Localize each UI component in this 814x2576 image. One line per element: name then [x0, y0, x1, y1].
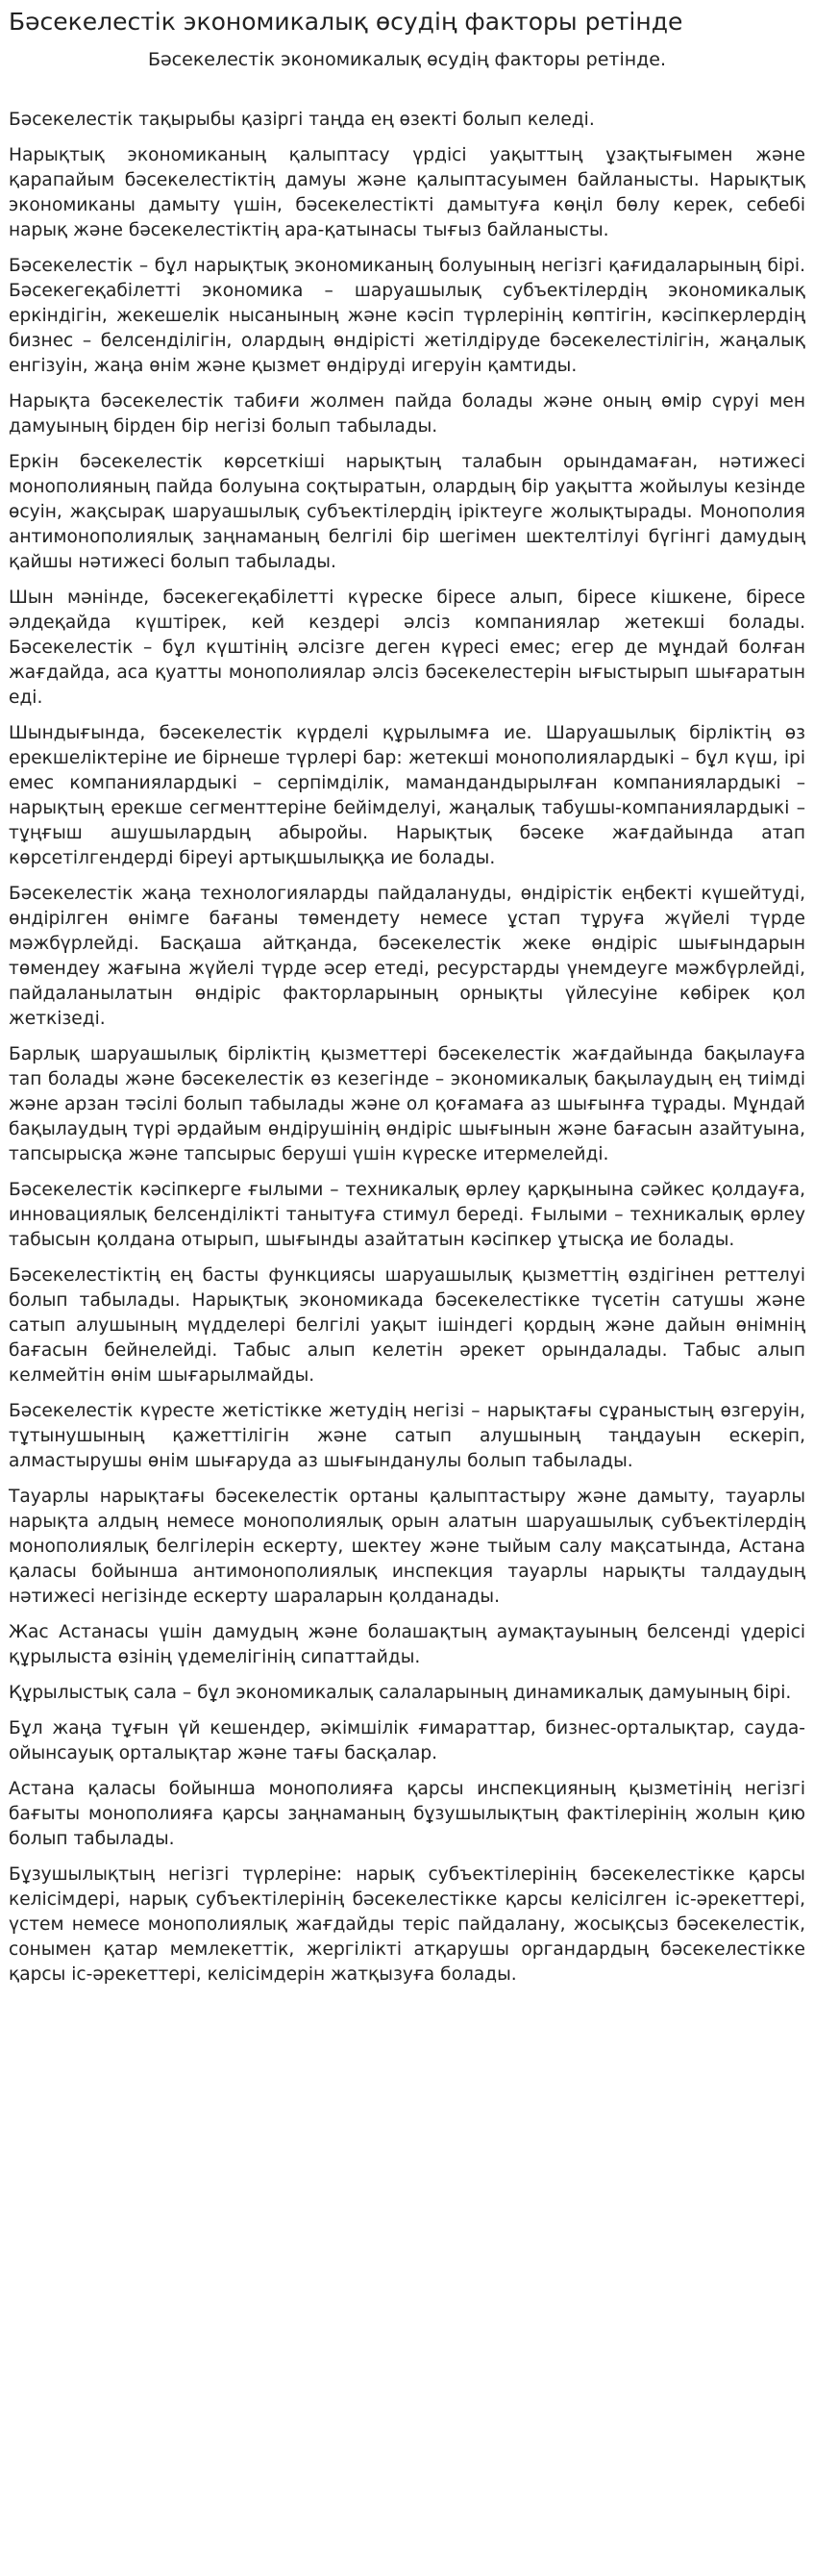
- paragraph: Бұзушылықтың негізгі түрлеріне: нарық субъектілерінің бәсекелестікке қарсы келісімдері, нарық субъектілерінің бәсекелестікке қарсы келісілген іс-әрекеттері, үстем немесе монополиялық жағдайды теріс пайдалану, жосықсыз бәсекелестік, сонымен қатар мемлекеттік, жергілікті атқарушы органдардың бәсекелестікке қарсы іс-әрекеттері, келісімдерін жатқызуға болады.: [9, 1864, 805, 1985]
- paragraph: Бәсекелестік жаңа технологияларды пайдалануды, өндірістік еңбекті күшейтуді, өндірілген өнімге бағаны төмендету немесе ұстап тұруға жүйелі түрде мәжбүрлейді. Басқаша айтқанда, бәсекелестік жеке өндіріс шығындарын төмендеу жағына жүйелі түрде әсер етеді, ресурстарды үнемдеуге мәжбүрлейді, пайдаланылатын өндіріс факторларының орнықты үйлесуіне көбірек қол жеткізеді.: [9, 884, 805, 1029]
- paragraph: Нарықтық экономиканың қалыптасу үрдісі уақыттың ұзақтығымен және қарапайым бәсекелестіктің дамуы және қалыптасуымен байланысты. Нарықтық экономиканы дамыту үшін, бәсекелестікті дамытуға көңіл бөлу керек, себебі нарық және бәсекелестіктің ара-қатынасы тығыз байланысты.: [9, 145, 805, 240]
- document-subtitle: Бәсекелестік экономикалық өсудің факторы ретінде.: [147, 49, 667, 70]
- page-title: Бәсекелестік экономикалық өсудің факторы ретінде: [9, 8, 683, 36]
- paragraph: Астана қаласы бойынша монополияға қарсы инспекцияның қызметінің негізгі бағыты монополияға қарсы заңнаманың бұзушылықтың фактілерінің жолын қию болып табылады.: [9, 1779, 805, 1849]
- paragraph: Шын мәнінде, бәсекегеқабілетті күреске біресе алып, біресе кішкене, біресе әлдеқайда күштірек, кей кездері әлсіз компаниялар жетекші болады. Бәсекелестік – бұл күштінің әлсізге деген күресі емес; егер де мұндай болған жағдайда, аса қуатты монополиялар әлсіз бәсекелестерін ығыстырып шығаратын еді.: [9, 588, 805, 708]
- paragraph: Жас Астанасы үшін дамудың және болашақтың аумақтауының белсенді үдерісі құрылыста өзінің үдемелігінің сипаттайды.: [9, 1622, 805, 1667]
- paragraph: Шындығында, бәсекелестік күрделі құрылымға ие. Шаруашылық бірліктің өз ерекшеліктеріне ие бірнеше түрлері бар: жетекші монополиялардыкі – бұл күш, ірі емес компаниялардыкі – серпімділік, мамандандырылған компаниялардыкі – нарықтың ерекше сегменттеріне бейімделуі, жаңалық табушы-компаниялардыкі – тұңғыш ашушылардың абыройы. Нарықтық бәсеке жағдайында атап көрсетілгендерді біреуі артықшылыққа ие болады.: [9, 723, 805, 868]
- paragraph: Бәсекелестік тақырыбы қазіргі таңда ең өзекті болып келеді.: [9, 110, 595, 130]
- paragraph: Нарықта бәсекелестік табиғи жолмен пайда болады және оның өмір сүруі мен дамуының бірден бір негізі болып табылады.: [9, 391, 805, 437]
- paragraph: Бәсекелестіктің ең басты функциясы шаруашылық қызметтің өздігінен реттелуі болып табылады. Нарықтық экономикада бәсекелестікке түсетін сатушы және сатып алушының мүдделері белгілі уақыт ішіндегі қордың және дайын өнімнің бағасын бейнелейді. Табыс алып келетін әрекет орындалады. Табыс алып келмейтін өнім шығарылмайды.: [9, 1265, 805, 1386]
- paragraph: Бәсекелестік кәсіпкерге ғылыми – техникалық өрлеу қарқынына сәйкес қолдауға, инновациялық белсенділікті танытуға стимул береді. Ғылыми – техникалық өрлеу табысын қолдана отырып, шығынды азайтатын кәсіпкер ұтысқа ие болады.: [9, 1180, 805, 1250]
- paragraph: Құрылыстық сала – бұл экономикалық салаларының динамикалық дамуының бірі.: [9, 1683, 792, 1703]
- paragraph: Еркін бәсекелестік көрсеткіші нарықтың талабын орындамаған, нәтижесі монополияның пайда болуына соқтыратын, олардың бір уақытта жойылуы кезінде өсуін, жақсырақ шаруашылық субъектілердің іріктеуге жолықтырады. Монополия антимонополиялық заңнаманың белгілі бір шегімен шектелтілуі бүгінгі дамудың қайшы нәтижесі болып табылады.: [9, 452, 805, 572]
- paragraph: Тауарлы нарықтағы бәсекелестік ортаны қалыптастыру және дамыту, тауарлы нарықта алдың немесе монополиялық орын алатын шаруашылық субъектілердің монополиялық белгілерін ескерту, шектеу және тыйым салу мақсатында, Астана қаласы бойынша антимонополиялық инспекция тауарлы нарықты талдаудың нәтижесі негізінде ескерту шараларын қолданады.: [9, 1487, 805, 1607]
- paragraph: Бәсекелестік – бұл нарықтық экономиканың болуының негізгі қағидаларының бірі. Бәсекегеқабілетті экономика – шаруашылық субъектілердің экономикалық еркіндігін, жекешелік нысанының және кәсіп түрлерінің көптігін, кәсіпкерлердің бизнес – белсенділігін, олардың өндірісті жетілдіруде бәсекелестілігін, жаңалық енгізуін, жаңа өнім және қызмет өндіруді игеруін қамтиды.: [9, 256, 805, 376]
- paragraph: Бұл жаңа тұғын үй кешендер, әкімшілік ғимараттар, бизнес-орталықтар, сауда-ойынсауық орталықтар және тағы басқалар.: [9, 1718, 805, 1763]
- article-body: [9, 108, 805, 1988]
- paragraph: Бәсекелестік күресте жетістікке жетудің негізі – нарықтағы сұраныстың өзгеруін, тұтынушының қажеттілігін және сатып алушының таңдауын ескеріп, алмастырушы өнім шығаруда аз шығынданулы болып табылады.: [9, 1401, 805, 1471]
- paragraph: Барлық шаруашылық бірліктің қызметтері бәсекелестік жағдайында бақылауға тап болады және бәсекелестік өз кезегінде – экономикалық бақылаудың ең тиімді және арзан тәсілі болып табылады және ол қоғамаға аз шығынға тұрады. Мұндай бақылаудың түрі әрдайым өндірушінің өндіріс шығынын және бағасын азайтуына, тапсырысқа және тапсырыс беруші үшін күреске итермелейді.: [9, 1044, 805, 1164]
